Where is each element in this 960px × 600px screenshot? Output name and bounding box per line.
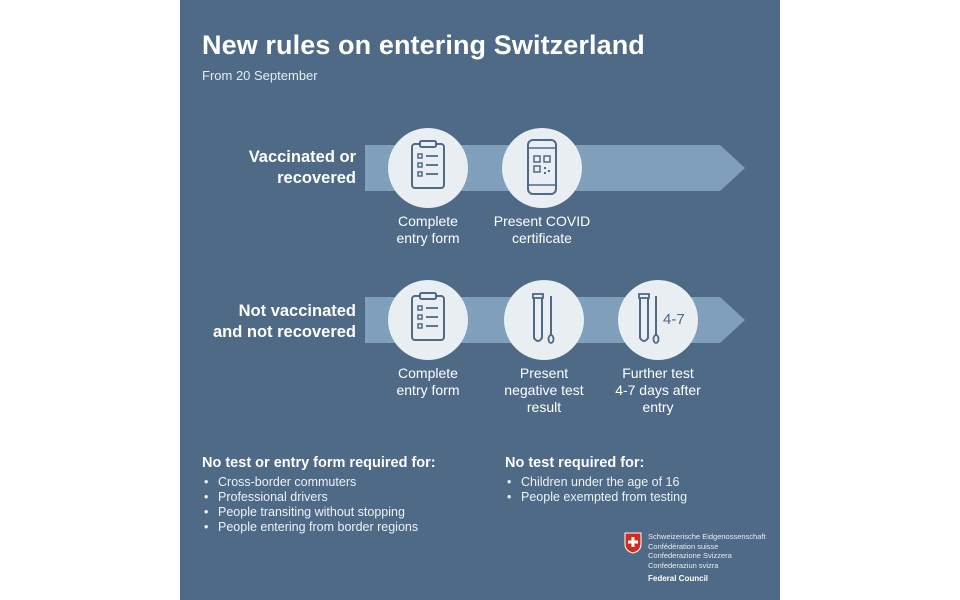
page-title: New rules on entering Switzerland (202, 30, 645, 60)
no-test-or-form-title: No test or entry form required for: (202, 455, 436, 471)
step-circle (502, 128, 582, 208)
days-badge: 4-7 (663, 311, 685, 328)
row-label-vaccinated: Vaccinated or recovered (248, 148, 356, 187)
swiss-confederation-logo (624, 532, 774, 587)
clipboard-icon (388, 128, 468, 208)
list-item: • Children under the age of 16 (505, 475, 687, 490)
government-names: Schweizerische Eidgenossenschaft Confédération suisse Confederazione Svizzera Confederaziun svizra (648, 532, 766, 570)
step-label: Further test 4-7 days after entry (615, 365, 701, 415)
step-label: Complete entry form (396, 365, 460, 398)
row-label-not-vaccinated: Not vaccinated and not recovered (212, 302, 356, 341)
step-circle (388, 280, 468, 360)
step-label: Complete entry form (396, 213, 460, 246)
test-swab-icon (504, 280, 584, 360)
page-subtitle: From 20 September (202, 68, 318, 83)
list-item: • People transiting without stopping (202, 505, 418, 520)
list-item: • People entering from border regions (202, 520, 418, 535)
list-item: • Cross-border commuters (202, 475, 418, 490)
step-circle (504, 280, 584, 360)
list-item: • People exempted from testing (505, 490, 687, 505)
swiss-shield-icon (624, 532, 642, 554)
test-swab-days-icon (618, 280, 698, 360)
no-test-list (505, 475, 687, 505)
clipboard-icon (388, 280, 468, 360)
federal-council-label: Federal Council (648, 574, 709, 583)
no-test-title: No test required for: (505, 455, 645, 471)
no-test-or-form-list (202, 475, 418, 535)
list-item: • Professional drivers (202, 490, 418, 505)
step-label: Present negative test result (504, 365, 584, 415)
step-circle (388, 128, 468, 208)
step-label: Present COVID certificate (493, 213, 591, 246)
phone-qr-icon (502, 128, 582, 208)
infographic-panel (180, 0, 780, 600)
step-circle (618, 280, 698, 360)
